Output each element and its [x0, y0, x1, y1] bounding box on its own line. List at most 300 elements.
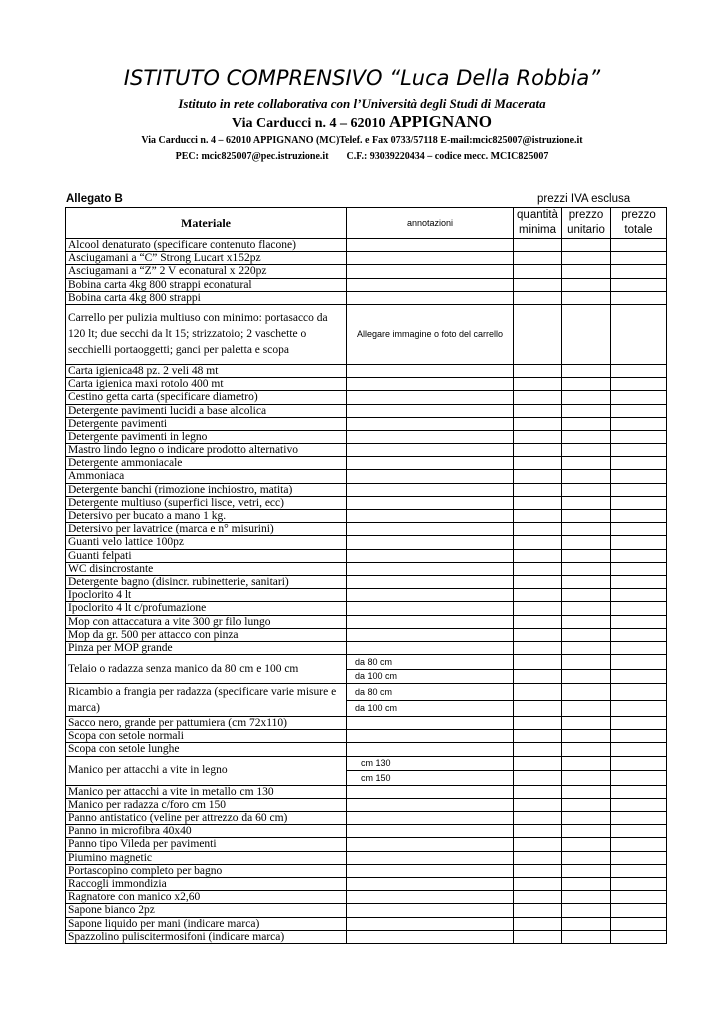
table-input-cell[interactable] [347, 404, 514, 417]
table-input-cell[interactable] [514, 575, 562, 588]
table-input-cell[interactable] [611, 684, 667, 701]
header-annotazioni: annotazioni [347, 208, 514, 239]
material-name: Piumino magnetic [66, 851, 347, 864]
material-name: Carta igienica maxi rotolo 400 mt [66, 378, 347, 391]
table-row [66, 589, 667, 602]
table-input-cell[interactable] [347, 417, 514, 430]
table-input-cell[interactable] [562, 510, 611, 523]
material-name: Alcool denaturato (specificare contenuto flacone) [66, 239, 347, 252]
material-name: Sapone liquido per mani (indicare marca) [66, 917, 347, 930]
material-name: Detergente pavimenti in legno [66, 430, 347, 443]
table-input-cell[interactable] [611, 278, 667, 291]
table-input-cell[interactable] [611, 404, 667, 417]
table-input-cell[interactable] [514, 430, 562, 443]
material-name: Ipoclorito 4 lt [66, 589, 347, 602]
material-name: Detersivo per bucato a mano 1 kg. [66, 510, 347, 523]
table-input-cell[interactable] [562, 904, 611, 917]
table-row [66, 756, 667, 771]
table-row [66, 291, 667, 304]
table-input-cell[interactable] [514, 252, 562, 265]
table-input-cell[interactable] [514, 798, 562, 811]
table-input-cell[interactable] [347, 523, 514, 536]
table-input-cell[interactable] [562, 891, 611, 904]
material-name: Detergente banchi (rimozione inchiostro, matita) [66, 483, 347, 496]
table-row [66, 265, 667, 278]
address-town: APPIGNANO [389, 112, 492, 131]
table-row [66, 404, 667, 417]
table-input-cell[interactable] [347, 730, 514, 743]
table-input-cell[interactable] [611, 717, 667, 730]
table-row [66, 877, 667, 890]
table-row [66, 304, 667, 364]
table-input-cell[interactable] [514, 364, 562, 377]
material-name: Ricambio a frangia per radazza (specificare varie misure e marca) [66, 684, 347, 717]
table-row [66, 730, 667, 743]
table-input-cell[interactable] [514, 291, 562, 304]
table-input-cell[interactable] [347, 864, 514, 877]
table-input-cell[interactable] [562, 730, 611, 743]
table-input-cell[interactable] [514, 549, 562, 562]
table-input-cell[interactable] [347, 364, 514, 377]
table-input-cell[interactable] [562, 798, 611, 811]
fiscal-code: C.F.: 93039220434 – codice mecc. MCIC825007 [346, 151, 549, 162]
table-input-cell[interactable] [562, 771, 611, 786]
table-input-cell[interactable] [562, 717, 611, 730]
table-row [66, 602, 667, 615]
table-input-cell[interactable] [562, 457, 611, 470]
table-input-cell[interactable] [611, 798, 667, 811]
table-input-cell[interactable] [514, 864, 562, 877]
table-row [66, 743, 667, 756]
material-name: Manico per attacchi a vite in legno [66, 756, 347, 785]
table-input-cell[interactable] [514, 851, 562, 864]
table-row [66, 483, 667, 496]
table-input-cell[interactable] [562, 278, 611, 291]
table-input-cell[interactable] [514, 838, 562, 851]
table-input-cell[interactable] [347, 391, 514, 404]
table-input-cell[interactable] [562, 615, 611, 628]
table-input-cell[interactable] [562, 589, 611, 602]
table-input-cell[interactable] [347, 812, 514, 825]
table-input-cell[interactable] [514, 812, 562, 825]
table-input-cell[interactable] [611, 838, 667, 851]
size-option: da 100 cm [347, 700, 514, 717]
table-row [66, 838, 667, 851]
header-prezzo-unitario: prezzo unitario [562, 208, 611, 239]
material-name: Scopa con setole normali [66, 730, 347, 743]
pec-address: PEC: mcic825007@pec.istruzione.it [175, 151, 329, 162]
table-input-cell[interactable] [611, 496, 667, 509]
table-input-cell[interactable] [347, 510, 514, 523]
table-input-cell[interactable] [347, 444, 514, 457]
table-input-cell[interactable] [562, 756, 611, 771]
material-name: Asciugamani a “C” Strong Lucart x152pz [66, 252, 347, 265]
table-input-cell[interactable] [611, 483, 667, 496]
table-row [66, 278, 667, 291]
size-option: cm 130 [347, 756, 514, 771]
table-row [66, 904, 667, 917]
table-input-cell[interactable] [514, 825, 562, 838]
table-input-cell[interactable] [562, 877, 611, 890]
table-input-cell[interactable] [347, 239, 514, 252]
table-input-cell[interactable] [514, 717, 562, 730]
school-title: ISTITUTO COMPRENSIVO “Luca Della Robbia” [123, 66, 601, 90]
table-input-cell[interactable] [347, 877, 514, 890]
table-input-cell[interactable] [347, 291, 514, 304]
table-input-cell[interactable] [514, 628, 562, 641]
table-input-cell[interactable] [514, 523, 562, 536]
table-input-cell[interactable] [347, 562, 514, 575]
table-input-cell[interactable] [562, 628, 611, 641]
table-input-cell[interactable] [514, 417, 562, 430]
table-input-cell[interactable] [347, 378, 514, 391]
table-input-cell[interactable] [562, 641, 611, 654]
table-input-cell[interactable] [611, 252, 667, 265]
table-input-cell[interactable] [562, 575, 611, 588]
material-name: Scopa con setole lunghe [66, 743, 347, 756]
table-input-cell[interactable] [611, 523, 667, 536]
table-input-cell[interactable] [562, 252, 611, 265]
table-input-cell[interactable] [611, 391, 667, 404]
table-input-cell[interactable] [611, 743, 667, 756]
attachment-label: Allegato B [66, 193, 123, 205]
table-input-cell[interactable] [611, 825, 667, 838]
table-input-cell[interactable] [611, 562, 667, 575]
table-input-cell[interactable] [611, 641, 667, 654]
material-name: Sapone bianco 2pz [66, 904, 347, 917]
table-input-cell[interactable] [514, 265, 562, 278]
material-name: WC disincrostante [66, 562, 347, 575]
table-row [66, 252, 667, 265]
table-row [66, 628, 667, 641]
table-row [66, 917, 667, 930]
table-input-cell[interactable] [514, 496, 562, 509]
material-name: Detergente bagno (disincr. rubinetterie, sanitari) [66, 575, 347, 588]
materials-table [65, 207, 667, 944]
table-input-cell[interactable] [514, 278, 562, 291]
table-input-cell[interactable] [347, 549, 514, 562]
table-input-cell[interactable] [514, 700, 562, 717]
table-input-cell[interactable] [514, 730, 562, 743]
table-input-cell[interactable] [611, 378, 667, 391]
material-name: Telaio o radazza senza manico da 80 cm e 100 cm [66, 655, 347, 684]
table-row [66, 785, 667, 798]
table-input-cell[interactable] [611, 575, 667, 588]
table-input-cell[interactable] [347, 798, 514, 811]
table-input-cell[interactable] [562, 785, 611, 798]
table-row [66, 523, 667, 536]
table-input-cell[interactable] [514, 655, 562, 670]
table-input-cell[interactable] [347, 265, 514, 278]
table-input-cell[interactable] [347, 589, 514, 602]
table-input-cell[interactable] [347, 430, 514, 443]
table-input-cell[interactable] [514, 904, 562, 917]
material-name: Detergente ammoniacale [66, 457, 347, 470]
table-input-cell[interactable] [347, 496, 514, 509]
table-input-cell[interactable] [562, 523, 611, 536]
table-row [66, 444, 667, 457]
material-name: Mop da gr. 500 per attacco con pinza [66, 628, 347, 641]
table-row [66, 496, 667, 509]
table-input-cell[interactable] [611, 785, 667, 798]
table-input-cell[interactable] [611, 444, 667, 457]
table-input-cell[interactable] [347, 825, 514, 838]
table-input-cell[interactable] [611, 470, 667, 483]
table-input-cell[interactable] [347, 851, 514, 864]
table-input-cell[interactable] [514, 404, 562, 417]
table-row [66, 391, 667, 404]
school-subtitle: Istituto in rete collaborativa con l’Università degli Studi di Macerata [178, 96, 546, 111]
table-input-cell[interactable] [347, 483, 514, 496]
table-input-cell[interactable] [611, 265, 667, 278]
table-input-cell[interactable] [514, 756, 562, 771]
table-input-cell[interactable] [611, 700, 667, 717]
table-row [66, 575, 667, 588]
table-input-cell[interactable] [562, 444, 611, 457]
table-header-row [66, 208, 667, 239]
table-input-cell[interactable] [562, 364, 611, 377]
table-row [66, 930, 667, 943]
table-input-cell[interactable] [611, 669, 667, 684]
table-input-cell[interactable] [347, 891, 514, 904]
table-input-cell[interactable] [562, 304, 611, 364]
table-row [66, 470, 667, 483]
table-input-cell[interactable] [611, 628, 667, 641]
table-input-cell[interactable] [514, 669, 562, 684]
table-input-cell[interactable] [611, 904, 667, 917]
table-input-cell[interactable] [514, 641, 562, 654]
table-input-cell[interactable] [514, 877, 562, 890]
table-row [66, 864, 667, 877]
table-input-cell[interactable] [611, 417, 667, 430]
table-input-cell[interactable] [562, 812, 611, 825]
table-input-cell[interactable] [514, 785, 562, 798]
table-row [66, 684, 667, 701]
material-name: Guanti velo lattice 100pz [66, 536, 347, 549]
table-input-cell[interactable] [347, 602, 514, 615]
table-input-cell[interactable] [347, 785, 514, 798]
table-input-cell[interactable] [611, 891, 667, 904]
annotation-note: Allegare immagine o foto del carrello [347, 304, 514, 364]
material-name: Cestino getta carta (specificare diametro) [66, 391, 347, 404]
material-name: Ipoclorito 4 lt c/profumazione [66, 602, 347, 615]
material-name: Manico per radazza c/foro cm 150 [66, 798, 347, 811]
material-name: Spazzolino puliscitermosifoni (indicare marca) [66, 930, 347, 943]
table-row [66, 615, 667, 628]
table-row [66, 851, 667, 864]
school-pec-line [0, 151, 724, 162]
table-input-cell[interactable] [562, 743, 611, 756]
size-option: da 80 cm [347, 684, 514, 701]
material-name: Asciugamani a “Z” 2 V econatural x 220pz [66, 265, 347, 278]
table-input-cell[interactable] [514, 391, 562, 404]
table-row [66, 549, 667, 562]
header-quantita: quantità minima [514, 208, 562, 239]
table-input-cell[interactable] [514, 917, 562, 930]
table-row [66, 378, 667, 391]
table-input-cell[interactable] [514, 562, 562, 575]
table-input-cell[interactable] [611, 457, 667, 470]
table-row [66, 417, 667, 430]
table-row [66, 891, 667, 904]
table-input-cell[interactable] [562, 391, 611, 404]
material-name: Detergente pavimenti lucidi a base alcolica [66, 404, 347, 417]
table-input-cell[interactable] [562, 378, 611, 391]
table-input-cell[interactable] [347, 904, 514, 917]
table-input-cell[interactable] [514, 615, 562, 628]
table-input-cell[interactable] [562, 549, 611, 562]
material-name: Carrello per pulizia multiuso con minimo: portasacco da 120 lt; due secchi da lt 15; strizzatoio; 2 vaschette o secchielli portaoggetti; ganci per paletta e scopa [66, 304, 347, 364]
table-input-cell[interactable] [611, 930, 667, 943]
material-name: Detergente multiuso (superfici lisce, vetri, ecc) [66, 496, 347, 509]
table-input-cell[interactable] [611, 549, 667, 562]
table-input-cell[interactable] [611, 536, 667, 549]
table-input-cell[interactable] [611, 510, 667, 523]
table-input-cell[interactable] [347, 930, 514, 943]
material-name: Guanti felpati [66, 549, 347, 562]
table-input-cell[interactable] [611, 851, 667, 864]
table-input-cell[interactable] [562, 917, 611, 930]
table-input-cell[interactable] [347, 838, 514, 851]
size-option: da 80 cm [347, 655, 514, 670]
table-input-cell[interactable] [611, 615, 667, 628]
table-input-cell[interactable] [562, 265, 611, 278]
table-row [66, 655, 667, 670]
table-input-cell[interactable] [347, 575, 514, 588]
material-name: Detergente pavimenti [66, 417, 347, 430]
table-input-cell[interactable] [562, 700, 611, 717]
table-row [66, 825, 667, 838]
table-input-cell[interactable] [562, 930, 611, 943]
material-name: Panno tipo Vileda per pavimenti [66, 838, 347, 851]
school-contacts: Via Carducci n. 4 – 62010 APPIGNANO (MC)Telef. e Fax 0733/57118 E-mail:mcic825007@istruzione.it [141, 135, 583, 146]
table-input-cell[interactable] [347, 457, 514, 470]
table-input-cell[interactable] [611, 756, 667, 771]
table-input-cell[interactable] [611, 304, 667, 364]
table-row [66, 717, 667, 730]
address-prefix: Via Carducci n. 4 – 62010 [232, 116, 390, 131]
table-row [66, 641, 667, 654]
table-input-cell[interactable] [562, 417, 611, 430]
table-input-cell[interactable] [562, 562, 611, 575]
table-input-cell[interactable] [514, 771, 562, 786]
table-input-cell[interactable] [347, 615, 514, 628]
material-name: Carta igienica48 pz. 2 veli 48 mt [66, 364, 347, 377]
table-input-cell[interactable] [347, 470, 514, 483]
material-name: Manico per attacchi a vite in metallo cm 130 [66, 785, 347, 798]
table-input-cell[interactable] [611, 655, 667, 670]
table-input-cell[interactable] [514, 444, 562, 457]
table-input-cell[interactable] [611, 812, 667, 825]
table-row [66, 510, 667, 523]
material-name: Detersivo per lavatrice (marca e n° misurini) [66, 523, 347, 536]
material-name: Mop con attaccatura a vite 300 gr filo lungo [66, 615, 347, 628]
table-input-cell[interactable] [611, 291, 667, 304]
table-input-cell[interactable] [514, 239, 562, 252]
table-row [66, 239, 667, 252]
table-input-cell[interactable] [514, 684, 562, 701]
table-input-cell[interactable] [562, 536, 611, 549]
table-input-cell[interactable] [562, 669, 611, 684]
table-input-cell[interactable] [514, 930, 562, 943]
table-input-cell[interactable] [562, 404, 611, 417]
table-input-cell[interactable] [562, 291, 611, 304]
table-row [66, 457, 667, 470]
school-address [0, 112, 724, 132]
table-input-cell[interactable] [514, 470, 562, 483]
table-input-cell[interactable] [562, 825, 611, 838]
material-name: Sacco nero, grande per pattumiera (cm 72x110) [66, 717, 347, 730]
material-name: Panno in microfibra 40x40 [66, 825, 347, 838]
table-input-cell[interactable] [562, 602, 611, 615]
table-input-cell[interactable] [611, 730, 667, 743]
table-input-cell[interactable] [347, 641, 514, 654]
size-option: cm 150 [347, 771, 514, 786]
table-input-cell[interactable] [347, 628, 514, 641]
table-input-cell[interactable] [514, 378, 562, 391]
table-input-cell[interactable] [347, 917, 514, 930]
table-input-cell[interactable] [514, 304, 562, 364]
table-input-cell[interactable] [611, 877, 667, 890]
table-input-cell[interactable] [514, 483, 562, 496]
table-input-cell[interactable] [562, 470, 611, 483]
table-input-cell[interactable] [562, 655, 611, 670]
table-input-cell[interactable] [347, 278, 514, 291]
table-input-cell[interactable] [562, 239, 611, 252]
table-input-cell[interactable] [514, 891, 562, 904]
table-input-cell[interactable] [562, 838, 611, 851]
table-input-cell[interactable] [514, 457, 562, 470]
table-input-cell[interactable] [611, 917, 667, 930]
table-row [66, 562, 667, 575]
vat-note: prezzi IVA esclusa [537, 193, 631, 205]
material-name: Ragnatore con manico x2,60 [66, 891, 347, 904]
table-input-cell[interactable] [514, 602, 562, 615]
table-input-cell[interactable] [514, 589, 562, 602]
table-input-cell[interactable] [611, 602, 667, 615]
table-input-cell[interactable] [562, 851, 611, 864]
material-name: Raccogli immondizia [66, 877, 347, 890]
table-input-cell[interactable] [514, 510, 562, 523]
table-row [66, 364, 667, 377]
table-input-cell[interactable] [562, 684, 611, 701]
table-input-cell[interactable] [562, 430, 611, 443]
table-row [66, 430, 667, 443]
table-input-cell[interactable] [611, 771, 667, 786]
table-input-cell[interactable] [514, 743, 562, 756]
table-input-cell[interactable] [611, 864, 667, 877]
material-name: Pinza per MOP grande [66, 641, 347, 654]
table-row [66, 812, 667, 825]
table-input-cell[interactable] [347, 252, 514, 265]
material-name: Bobina carta 4kg 800 strappi econatural [66, 278, 347, 291]
table-input-cell[interactable] [562, 864, 611, 877]
table-input-cell[interactable] [347, 743, 514, 756]
material-name: Portascopino completo per bagno [66, 864, 347, 877]
header-materiale: Materiale [66, 208, 347, 239]
table-input-cell[interactable] [562, 496, 611, 509]
table-row [66, 536, 667, 549]
table-input-cell[interactable] [514, 536, 562, 549]
table-input-cell[interactable] [347, 717, 514, 730]
table-input-cell[interactable] [611, 430, 667, 443]
table-input-cell[interactable] [611, 239, 667, 252]
table-input-cell[interactable] [562, 483, 611, 496]
table-row [66, 798, 667, 811]
table-input-cell[interactable] [611, 589, 667, 602]
table-input-cell[interactable] [347, 536, 514, 549]
table-input-cell[interactable] [611, 364, 667, 377]
